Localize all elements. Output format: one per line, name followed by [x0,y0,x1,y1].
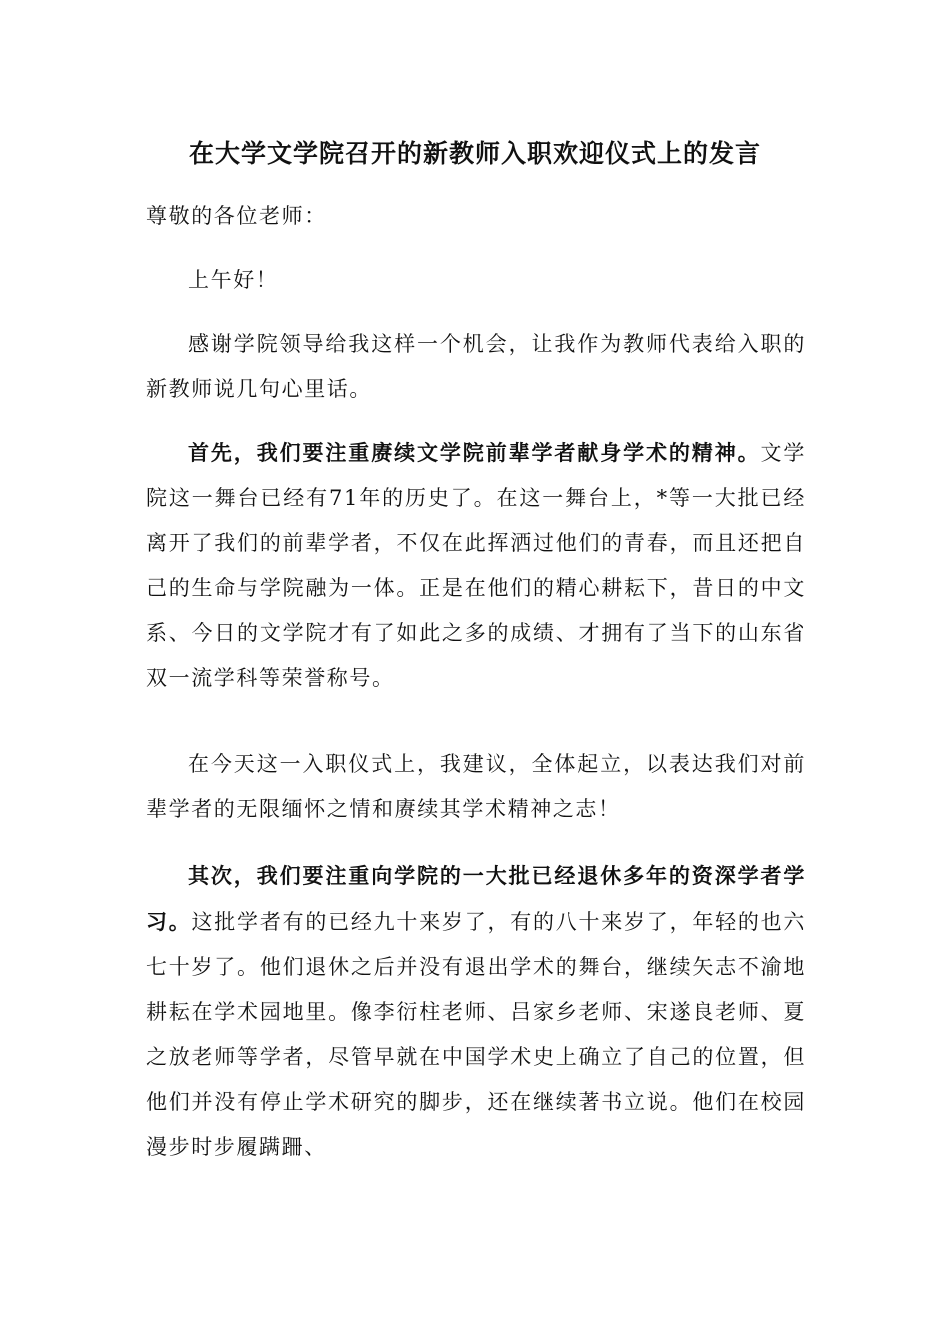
first-point-text: 文学院这一舞台已经有71年的历史了。在这一舞台上，*等一大批已经离开了我们的前辈学者，不仅在此挥洒过他们的青春，而且还把自己的生命与学院融为一体。正是在他们的精心耕耘下，昔日的中文系、今日的文学院才有了如此之多的成绩、才拥有了当下的山东省双一流学科等荣誉称号。 [146,441,807,690]
thanks-paragraph: 感谢学院领导给我这样一个机会，让我作为教师代表给入职的新教师说几句心里话。 [146,332,806,401]
second-point-paragraph [146,853,806,1170]
second-point-lead: 其次，我们要注重向学院的一大批已经退休多年的资深学者学习。 [146,863,806,934]
stand-up-paragraph: 在今天这一入职仪式上，我建议，全体起立，以表达我们对前辈学者的无限缅怀之情和赓续其学术精神之志！ [146,752,806,821]
second-point-text: 这批学者有的已经九十来岁了，有的八十来岁了，年轻的也六七十岁了。他们退休之后并没有退出学术的舞台，继续矢志不渝地耕耘在学术园地里。像李衍柱老师、吕家乡老师、宋遂良老师、夏之放老师等学者，尽管早就在中国学术史上确立了自己的位置，但他们并没有停止学术研究的脚步，还在继续著书立说。他们在校园漫步时步履蹒跚、 [146,910,806,1159]
first-point-paragraph [146,430,806,701]
first-point-lead: 首先，我们要注重赓续文学院前辈学者献身学术的精神。 [188,440,761,465]
greeting-paragraph: 上午好！ [188,268,279,292]
document-title: 在大学文学院召开的新教师入职欢迎仪式上的发言 [188,139,761,168]
salutation: 尊敬的各位老师： [146,204,327,228]
